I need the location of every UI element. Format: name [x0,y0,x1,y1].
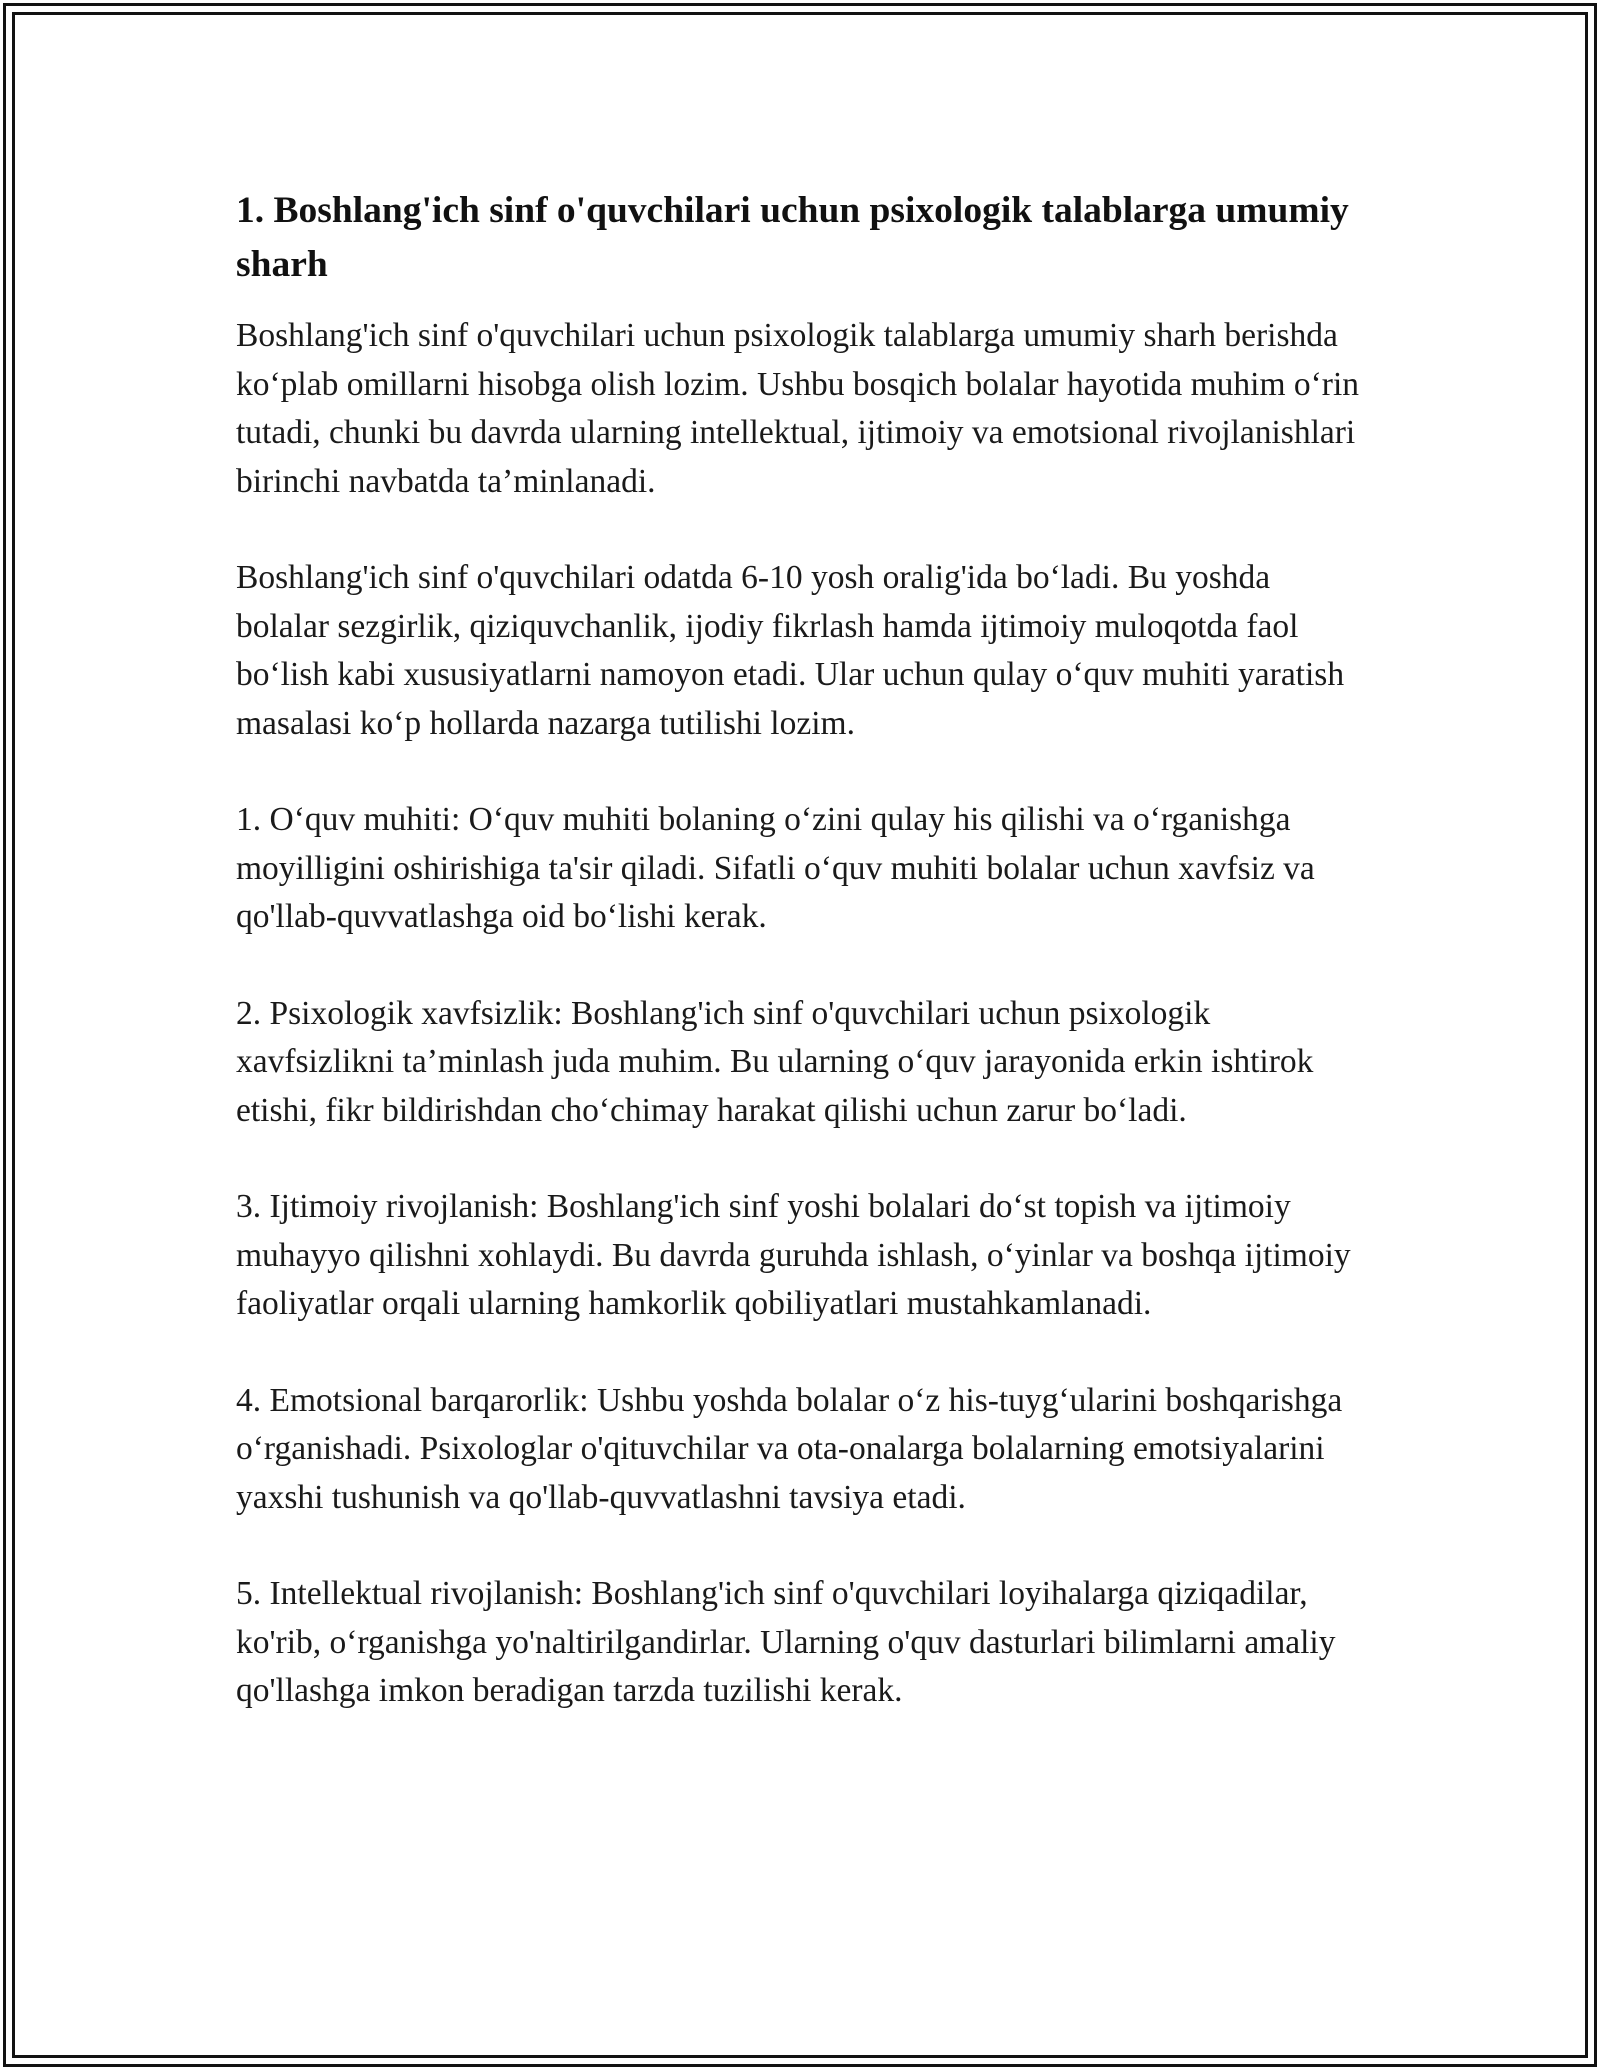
list-item-psychological-safety: 2. Psixologik xavfsizlik: Boshlang'ich sinf o'quvchilari uchun psixologik xavfsizlikni ta’minlash juda muhim. Bu ularning o‘quv jarayonida erkin ishtirok etishi, fikr bildirishdan cho‘chimay harakat qilishi uchun zarur bo‘ladi. [236,994,1314,1129]
intro-paragraph: Boshlang'ich sinf o'quvchilari uchun psixologik talablarga umumiy sharh berishda ko‘plab omillarni hisobga olish lozim. Ushbu bosqich bolalar hayotida muhim o‘rin tutadi, chunki bu davrda ularning intellektual, ijtimoiy va emotsional rivojlanishlari birinchi navbatda ta’minlanadi. [236,317,1360,500]
list-item-learning-environment: 1. O‘quv muhiti: O‘quv muhiti bolaning o‘zini qulay his qilishi va o‘rganishga moyilligini oshirishiga ta'sir qiladi. Sifatli o‘quv muhiti bolalar uchun xavfsiz va qo'llab-quvvatlashga oid bo‘lishi kerak. [236,801,1315,935]
section-heading: 1. Boshlang'ich sinf o'quvchilari uchun psixologik talablarga umumiy sharh [236,190,1349,285]
list-item-emotional-stability: 4. Emotsional barqarorlik: Ushbu yoshda bolalar o‘z his-tuyg‘ularini boshqarishga o‘rganishadi. Psixologlar o'qituvchilar va ota-onalarga bolalarning emotsiyalarini yaxshi tushunish va qo'llab-quvvatlashni tavsiya etadi. [236,1381,1343,1516]
list-item-intellectual-development: 5. Intellektual rivojlanish: Boshlang'ich sinf o'quvchilari loyihalarga qiziqadilar, ko'rib, o‘rganishga yo'naltirilgandirlar. Ularning o'quv dasturlari bilimlarni amaliy qo'llashga imkon beradigan tarzda tuzilishi kerak. [236,1575,1336,1709]
list-item-social-development: 3. Ijtimoiy rivojlanish: Boshlang'ich sinf yoshi bolalari do‘st topish va ijtimoiy muhayyo qilishni xohlaydi. Bu davrda guruhda ishlash, o‘yinlar va boshqa ijtimoiy faoliyatlar orqali ularning hamkorlik qobiliyatlari mustahkamlanadi. [236,1188,1351,1322]
age-paragraph: Boshlang'ich sinf o'quvchilari odatda 6-10 yosh oralig'ida bo‘ladi. Bu yoshda bolalar sezgirlik, qiziquvchanlik, ijodiy fikrlash hamda ijtimoiy muloqotda faol bo‘lish kabi xususiyatlarni namoyon etadi. Ular uchun qulay o‘quv muhiti yaratish masalasi ko‘p hollarda nazarga tutilishi lozim. [236,559,1345,742]
document-body [236,184,1366,1764]
